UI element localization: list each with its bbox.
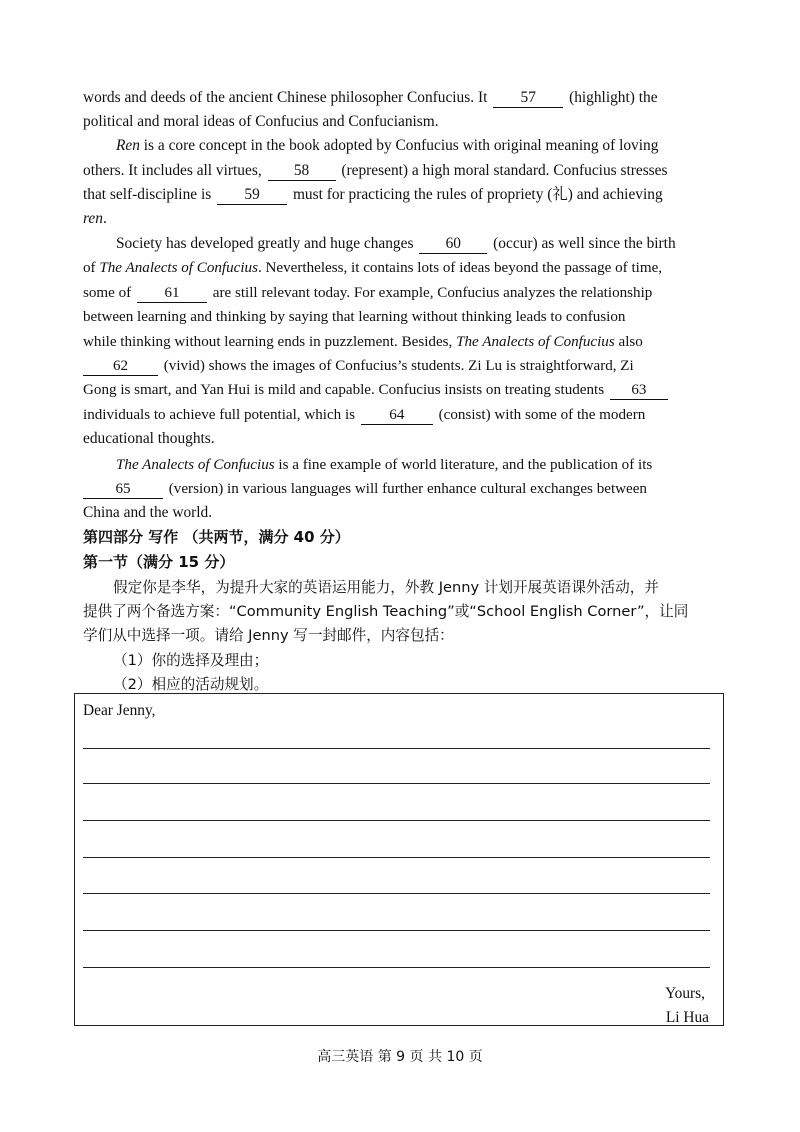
passage-line	[83, 134, 717, 159]
text: is a fine example of world literature, and the publication of its	[274, 457, 653, 473]
text: others. It includes all virtues,	[83, 162, 262, 179]
passage-line	[83, 501, 717, 526]
text: political and moral ideas of Confucius and Confucianism.	[83, 113, 439, 130]
passage-line	[83, 110, 717, 135]
blank-59[interactable]: 59	[217, 186, 287, 205]
text: between learning and thinking by saying that learning without thinking leads to confusion	[83, 309, 626, 325]
writing-line[interactable]	[83, 893, 710, 894]
blank-63[interactable]: 63	[610, 381, 668, 400]
passage-line	[83, 453, 717, 478]
passage-line	[83, 207, 717, 232]
page-footer: 高三英语 第 9 页 共 10 页	[317, 1049, 483, 1065]
writing-line[interactable]	[83, 930, 710, 931]
text: . Nevertheless, it contains lots of ideas beyond the passage of time,	[257, 260, 663, 276]
passage-line	[83, 86, 717, 111]
text: (consist) with some of the modern	[438, 407, 646, 423]
blank-57[interactable]: 57	[493, 89, 563, 108]
book-title: The Analects of Confucius	[456, 334, 615, 350]
passage-line	[83, 378, 717, 403]
passage-line	[83, 232, 717, 257]
text: educational thoughts.	[83, 430, 215, 447]
text: that self-discipline is	[83, 186, 212, 203]
text: .	[102, 210, 107, 227]
blank-62[interactable]: 62	[83, 357, 158, 376]
text: words and deeds of the ancient Chinese philosopher Confucius. It	[83, 89, 488, 106]
text: while thinking without learning ends in puzzlement. Besides,	[83, 334, 457, 350]
requirement-item: （1）你的选择及理由；	[113, 652, 269, 669]
text: (highlight) the	[569, 89, 658, 106]
passage-line	[83, 477, 717, 502]
writing-line[interactable]	[83, 967, 710, 968]
writing-line[interactable]	[83, 857, 710, 858]
blank-60[interactable]: 60	[419, 235, 487, 254]
text: (vivid) shows the images of Confucius’s students. Zi Lu is straightforward, Zi	[163, 358, 634, 374]
blank-64[interactable]: 64	[361, 406, 433, 425]
passage-line	[83, 159, 717, 184]
text: must for practicing the rules of propriety (礼) and achieving	[292, 186, 663, 203]
passage-line	[83, 427, 717, 452]
text: (version) in various languages will further enhance cultural exchanges between	[168, 481, 647, 497]
passage-line	[83, 354, 717, 379]
section-heading: 第四部分 写作 （共两节，满分 40 分）	[83, 528, 350, 546]
blank-58[interactable]: 58	[268, 162, 336, 181]
text: (occur) as well since the birth	[493, 235, 676, 252]
passage-line	[83, 281, 717, 306]
text: (represent) a high moral standard. Confucius stresses	[341, 162, 668, 179]
text: of	[83, 260, 100, 276]
text: China and the world.	[83, 504, 213, 521]
writing-line[interactable]	[83, 748, 710, 749]
book-title: The Analects of Confucius	[116, 457, 275, 473]
term-ren: Ren	[116, 137, 140, 154]
book-title: The Analects of Confucius	[99, 260, 258, 276]
text: is a core concept in the book adopted by Confucius with original meaning of loving	[139, 137, 659, 154]
blank-65[interactable]: 65	[83, 480, 163, 499]
subsection-heading: 第一节（满分 15 分）	[83, 553, 235, 571]
passage-line	[83, 403, 717, 428]
text: Gong is smart, and Yan Hui is mild and capable. Confucius insists on treating students	[83, 382, 605, 398]
text: Society has developed greatly and huge changes	[116, 235, 414, 252]
letter-closing: Yours,	[665, 985, 705, 1002]
letter-greeting: Dear Jenny,	[83, 702, 156, 719]
text: also	[614, 334, 643, 350]
passage-line	[83, 183, 717, 208]
requirement-item: （2）相应的活动规划。	[113, 676, 269, 693]
prompt-line: 提供了两个备选方案：“Community English Teaching”或“School English Corner”，让同	[83, 603, 689, 620]
passage-line	[83, 330, 717, 355]
letter-signature: Li Hua	[665, 1009, 709, 1026]
term-ren: ren	[83, 210, 103, 227]
text: individuals to achieve full potential, which is	[83, 407, 356, 423]
text: are still relevant today. For example, Confucius analyzes the relationship	[212, 285, 653, 301]
passage-line	[83, 305, 717, 330]
writing-box[interactable]	[74, 693, 724, 1026]
blank-61[interactable]: 61	[137, 284, 207, 303]
prompt-line: 假定你是李华，为提升大家的英语运用能力，外教 Jenny 计划开展英语课外活动，并	[113, 579, 659, 596]
prompt-line: 学们从中选择一项。请给 Jenny 写一封邮件，内容包括：	[83, 627, 454, 644]
passage-line	[83, 256, 717, 281]
writing-line[interactable]	[83, 783, 710, 784]
text: some of	[83, 285, 132, 301]
writing-line[interactable]	[83, 820, 710, 821]
